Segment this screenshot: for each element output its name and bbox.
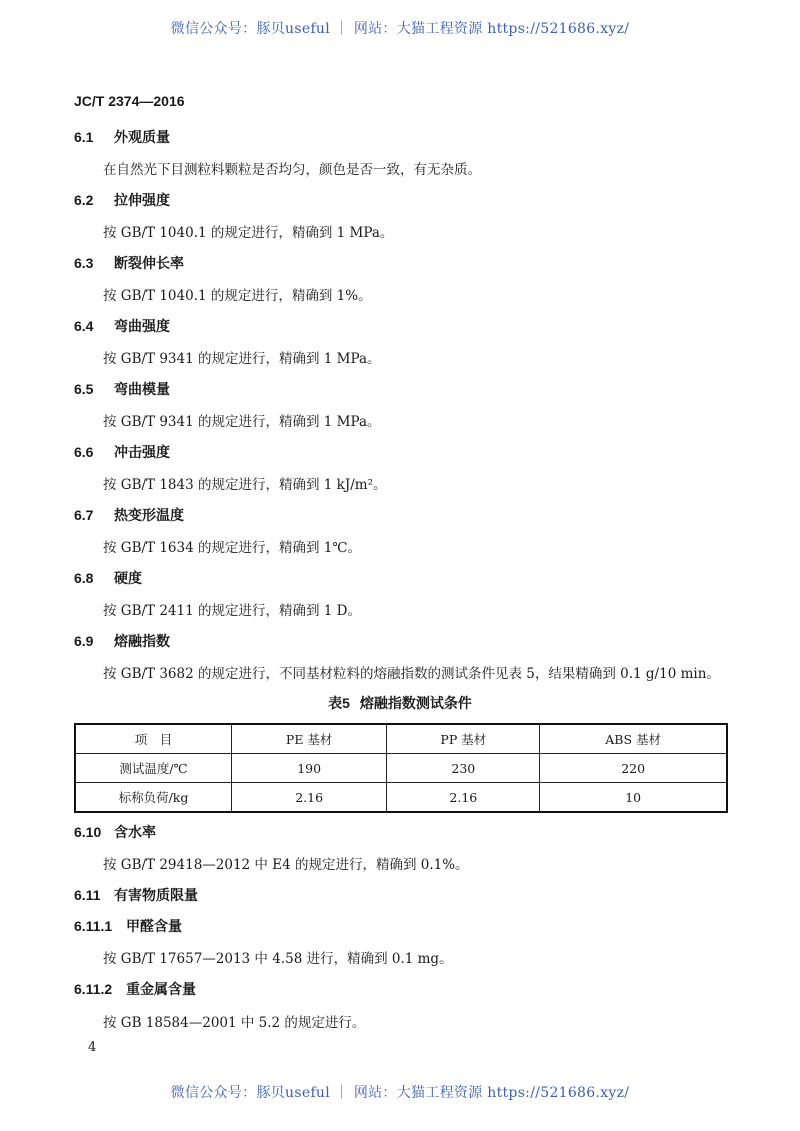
section-number: 6.5	[74, 381, 94, 397]
section-heading	[74, 916, 182, 936]
table-header-cell: ABS 基材	[540, 724, 727, 754]
section-number: 6.3	[74, 255, 94, 271]
section-text: 按 GB/T 9341 的规定进行，精确到 1 MPa。	[103, 351, 381, 367]
section-number: 6.2	[74, 192, 94, 208]
section-title: 外观质量	[114, 129, 170, 145]
section-number: 6.11.2	[74, 981, 113, 997]
section-title: 弯曲强度	[114, 318, 170, 334]
section-number: 6.11.1	[74, 918, 113, 934]
section-heading	[74, 885, 198, 905]
table-header-row	[75, 724, 727, 754]
section-title: 热变形温度	[114, 507, 184, 523]
section-title: 熔融指数	[114, 633, 170, 649]
section-heading	[74, 127, 170, 147]
section-heading	[74, 190, 170, 210]
section-title: 有害物质限量	[114, 887, 198, 903]
table-number: 表5	[328, 695, 350, 711]
table-cell: 测试温度/℃	[75, 754, 232, 783]
section-heading	[74, 442, 170, 462]
watermark-banner-top: 微信公众号：豚贝useful ｜ 网站：大猫工程资源 https://521686.xyz/	[170, 21, 630, 37]
section-number: 6.6	[74, 444, 94, 460]
table-row	[75, 754, 727, 783]
section-number: 6.8	[74, 570, 94, 586]
table-cell: 190	[232, 754, 387, 783]
section-heading	[74, 316, 170, 336]
section-text: 按 GB/T 17657—2013 中 4.58 进行，精确到 0.1 mg。	[103, 951, 453, 967]
section-number: 6.9	[74, 633, 94, 649]
section-heading	[74, 379, 170, 399]
section-title: 冲击强度	[114, 444, 170, 460]
section-text: 按 GB/T 1634 的规定进行，精确到 1℃。	[103, 540, 361, 556]
table-row	[75, 783, 727, 813]
section-text: 按 GB/T 2411 的规定进行，精确到 1 D。	[103, 603, 361, 619]
section-heading	[74, 253, 184, 273]
table-cell: 10	[540, 783, 727, 813]
table-title: 熔融指数测试条件	[359, 695, 472, 711]
table-caption	[0, 693, 800, 713]
section-number: 6.4	[74, 318, 94, 334]
section-title: 含水率	[114, 824, 156, 840]
section-text: 在自然光下目测粒料颗粒是否均匀，颜色是否一致，有无杂质。	[103, 162, 481, 178]
section-number: 6.1	[74, 129, 94, 145]
section-text: 按 GB/T 29418—2012 中 E4 的规定进行，精确到 0.1%。	[103, 857, 469, 873]
section-heading	[74, 631, 170, 651]
section-heading	[74, 505, 184, 525]
standard-code: JC/T 2374—2016	[74, 93, 185, 109]
table-cell: 2.16	[387, 783, 540, 813]
section-text: 按 GB/T 1040.1 的规定进行，精确到 1 MPa。	[103, 225, 394, 241]
table-header-cell: 项 目	[75, 724, 232, 754]
section-number: 6.10	[74, 824, 102, 840]
section-number: 6.11	[74, 887, 101, 903]
section-number: 6.7	[74, 507, 94, 523]
section-title: 甲醛含量	[126, 918, 182, 934]
section-text: 按 GB/T 1843 的规定进行，精确到 1 kJ/m²。	[103, 477, 387, 493]
table-cell: 230	[387, 754, 540, 783]
section-text: 按 GB/T 3682 的规定进行，不同基材粒料的熔融指数的测试条件见表 5，结果精确到 0.1 g/10 min。	[103, 666, 720, 682]
section-text: 按 GB/T 9341 的规定进行，精确到 1 MPa。	[103, 414, 381, 430]
table-header-cell: PE 基材	[232, 724, 387, 754]
table-cell: 2.16	[232, 783, 387, 813]
melt-index-table	[74, 723, 728, 813]
section-heading	[74, 568, 142, 588]
page-number: 4	[88, 1040, 97, 1055]
section-text: 按 GB/T 1040.1 的规定进行，精确到 1%。	[103, 288, 372, 304]
section-heading	[74, 822, 156, 842]
section-title: 重金属含量	[126, 981, 196, 997]
section-title: 拉伸强度	[114, 192, 170, 208]
table-cell: 220	[540, 754, 727, 783]
section-title: 弯曲模量	[114, 381, 170, 397]
section-title: 硬度	[114, 570, 142, 586]
section-heading	[74, 979, 196, 999]
section-title: 断裂伸长率	[114, 255, 184, 271]
watermark-banner-bottom: 微信公众号：豚贝useful ｜ 网站：大猫工程资源 https://521686.xyz/	[170, 1085, 630, 1101]
section-text: 按 GB 18584—2001 中 5.2 的规定进行。	[103, 1015, 366, 1031]
table-header-cell: PP 基材	[387, 724, 540, 754]
table-cell: 标称负荷/kg	[75, 783, 232, 813]
